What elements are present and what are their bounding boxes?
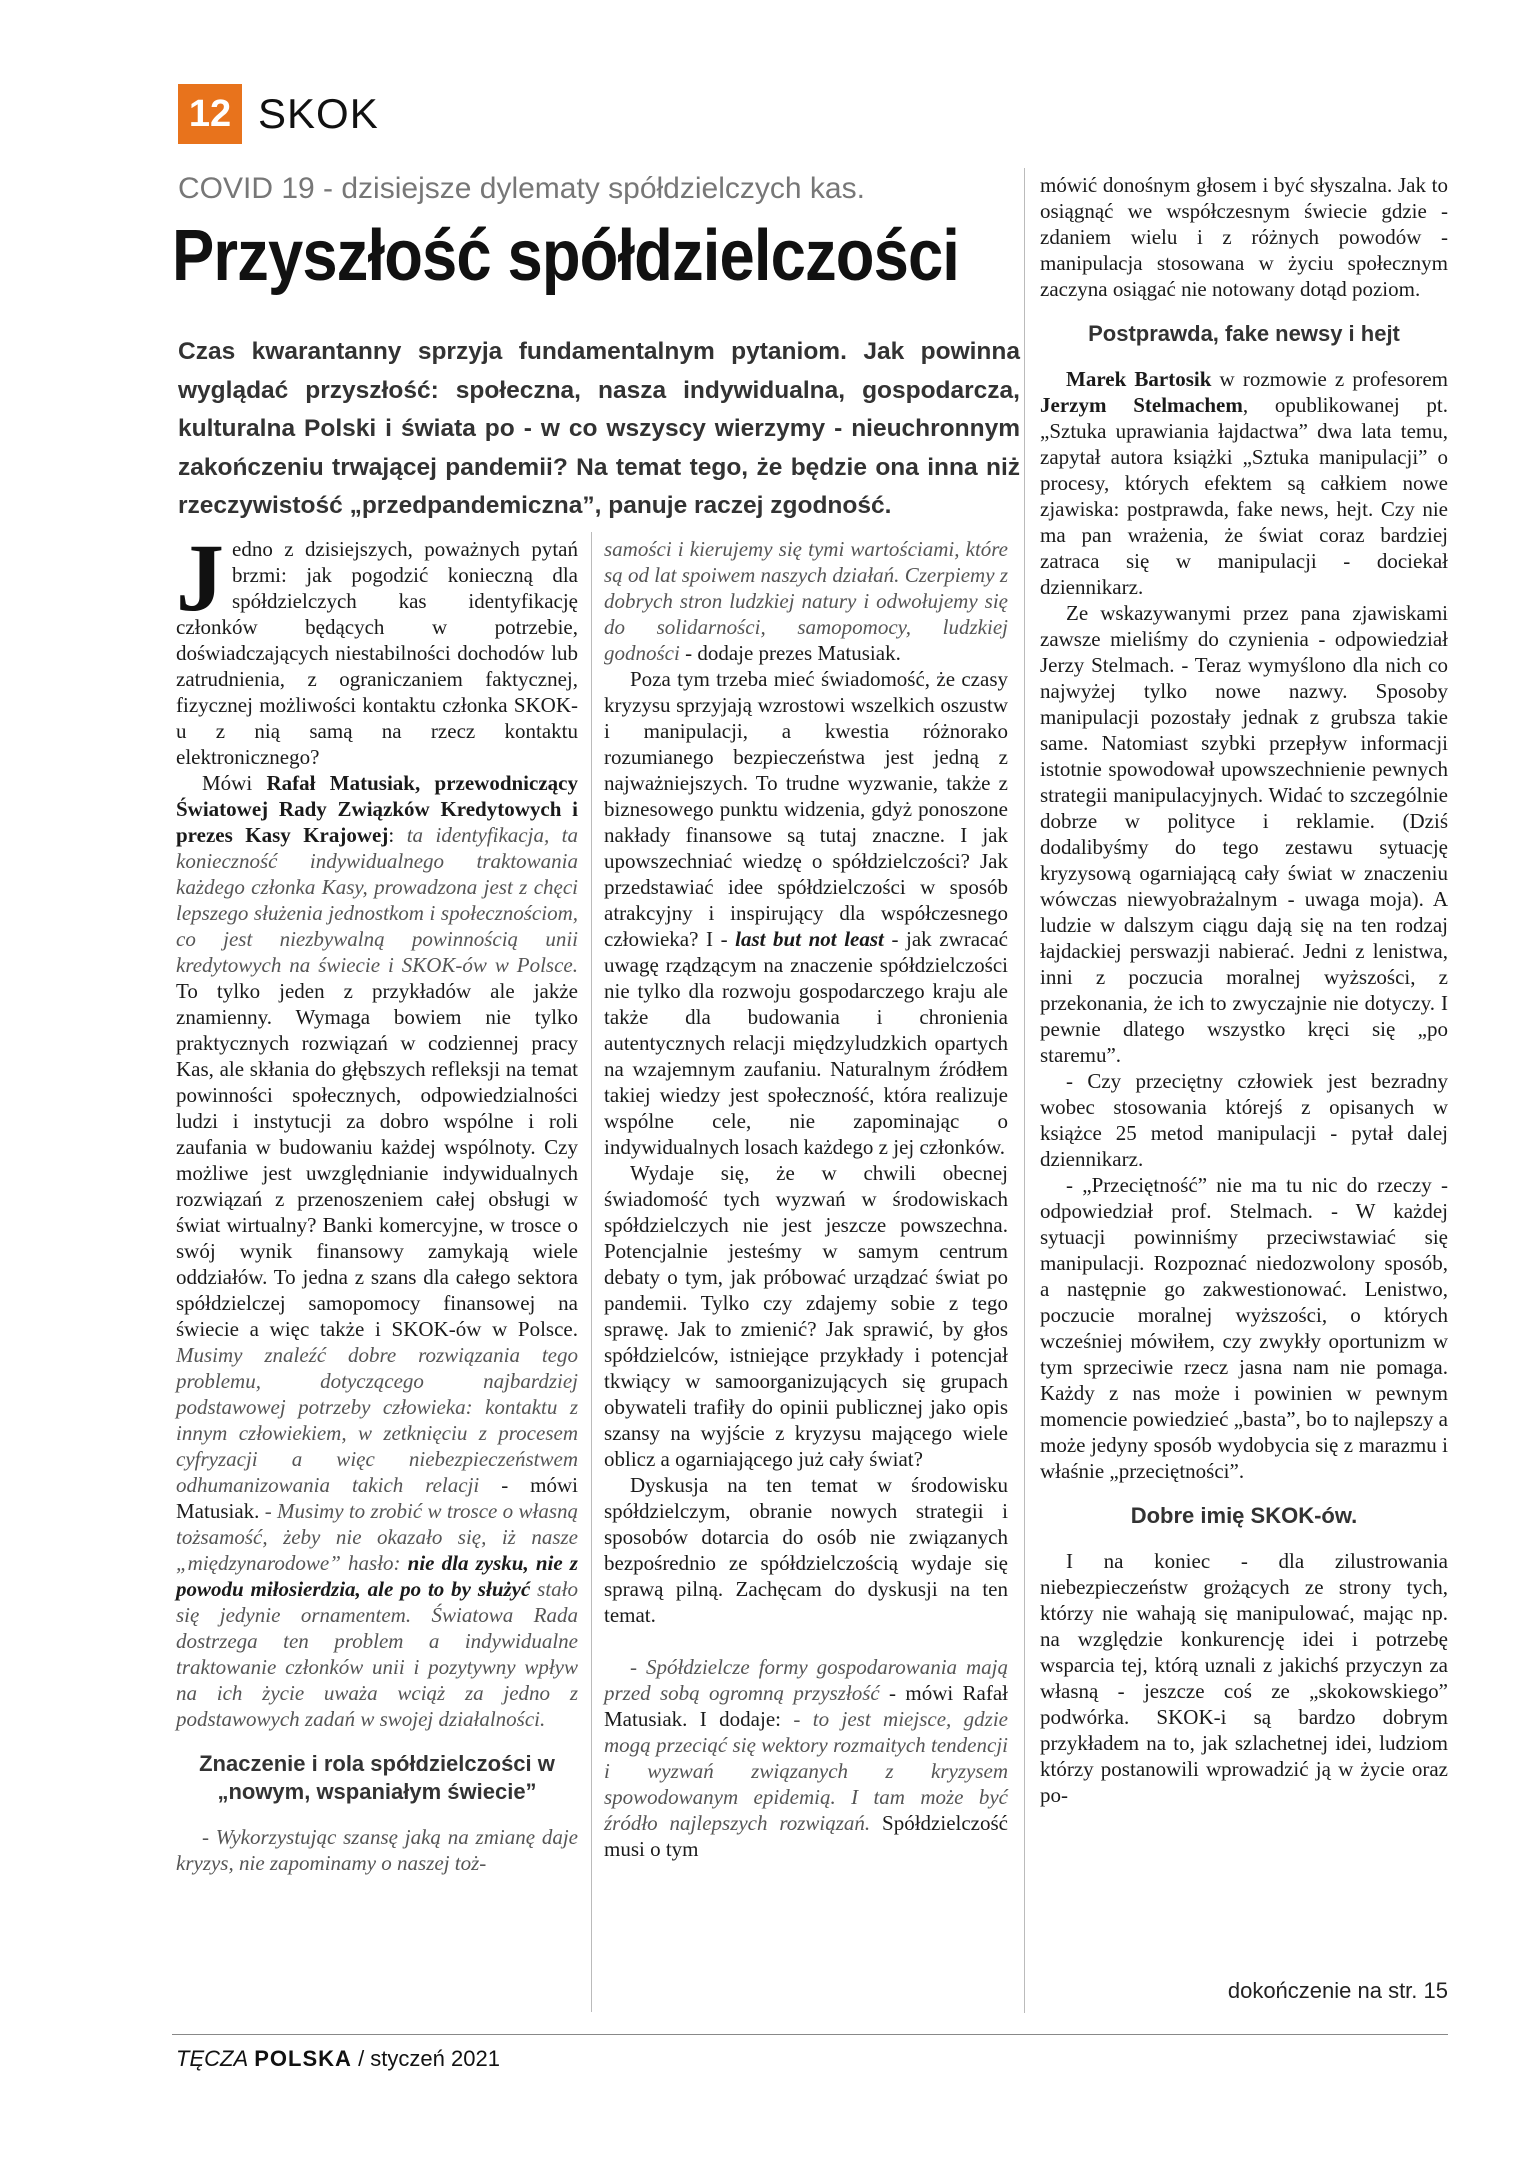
paragraph: Jedno z dzisiejszych, poważnych pytań brzmi: jak pogodzić konieczną dla spółdzielczych kas identyfikację członków będących w potrzebie, doświadczających niestabilności dochodów lub zatrudnienia, z ograniczaniem faktycznej, fizycznej możliwości kontaktu członka SKOK-u z nią samą na rzecz kontaktu elektronicznego?	[176, 524, 578, 769]
paragraph: Wydaje się, że w chwili obecnej świadomość tych wyzwań w środowiskach spółdzielczych nie jest jeszcze powszechna. Potencjalnie jesteśmy w samym centrum debaty o tym, jak próbować urządzać świat po pandemii. Tylko czy zdajemy sobie z tego sprawę. Jak to zmienić? Jak sprawić, by głos spółdzielców, istniejące przykłady i potencjał tkwiący w samoorganizujących się grupach obywateli trafiły do opinii publicznej jako opis szansy na wyjście z kryzysu mającego wiele oblicz a ogarniającego już cały świat?	[604, 1161, 1008, 1471]
article-lead: Czas kwarantanny sprzyja fundamentalnym pytaniom. Jak powinna wyglądać przyszłość: społeczna, nasza indywidualna, gospodarcza, kulturalna Polski i świata po - w co wszyscy wierzymy - nieuchronnym zakończeniu trwającej pandemii? Na temat tego, że będzie ona inna niż rzeczywistość „przedpandemiczna”, panuje raczej zgodność.	[178, 338, 1020, 519]
article-column-3	[1040, 172, 1448, 1808]
magazine-name: POLSKA	[254, 2046, 352, 2071]
section-name: SKOK	[258, 90, 379, 137]
paragraph: Poza tym trzeba mieć świadomość, że czasy kryzysu sprzyjają wzrostowi wszelkich oszustw i manipulacji, a kwestia różnorako rozumianego bezpieczeństwa jest jedną z najważniejszych. To trudne wyzwanie, także z biznesowego punktu widzenia, gdyż ponoszone nakłady finansowe są tutaj znaczne. I jak upowszechniać wiedzę o spółdzielczości? Jak przedstawiać idee spółdzielczości w sposób atrakcyjny i inspirujący dla współczesnego człowieka? I - last but not least - jak zwracać uwagę rządzącym na znaczenie spółdzielczości nie tylko dla rozwoju gospodarczego kraju ale także dla budowania i chronienia autentycznych relacji międzyludzkich opartych na wzajemnym zaufaniu. Naturalnym źródłem takiej wiedzy jest społeczność, która realizuje wspólne cele, nie zapominając o indywidualnych losach każdego z jej członków.	[604, 667, 1008, 1159]
paragraph: - „Przeciętność” nie ma tu nic do rzeczy - odpowiedział prof. Stelmach. - W każdej sytuacji powinniśmy przeciwstawiać się manipulacji. Rozpoznać niedozwolony sposób, a następnie go zakwestionować. Lenistwo, poczucie moralnej wyższości, o których wcześniej mówiłem, czy zwykły oportunizm w tym sprzeciwie rzecz jasna nam nie pomaga. Każdy z nas może i powinien w pewnym momencie powiedzieć „basta”, bo to najlepszy a może jedyny sposób wydobycia się z marazmu i właśnie „przeciętności”.	[1040, 1173, 1448, 1483]
issue-date: / styczeń 2021	[358, 2046, 500, 2071]
section-subhead: Znaczenie i rola spółdzielczości w „nowym, wspaniałym świecie”	[199, 1751, 555, 1804]
page-header	[178, 84, 379, 144]
paragraph: mówić donośnym głosem i być słyszalna. Jak to osiągnąć we współczesnym świecie gdzie - zdaniem wielu i z różnych powodów - manipulacja stosowana w życiu społecznym zaczyna osiągać nie notowany dotąd poziom.	[1040, 173, 1448, 301]
page-number: 12	[178, 84, 242, 144]
column-divider	[1024, 168, 1025, 2013]
page-footer	[176, 2046, 500, 2072]
paragraph: Dyskusja na ten temat w środowisku spółdzielczym, obranie nowych strategii i sposobów dotarcia do osób nie związanych bezpośrednio ze spółdzielczością wydaje się sprawą pilną. Zachęcam do dyskusji na ten temat.	[604, 1473, 1008, 1627]
section-subhead: Dobre imię SKOK-ów.	[1130, 1503, 1358, 1528]
article-headline: Przyszłość spółdzielczości	[172, 216, 960, 296]
paragraph: - Spółdzielcze formy gospodarowania mają przed sobą ogromną przyszłość - mówi Rafał Matusiak. I dodaje: - to jest miejsce, gdzie mogą przeciąć się wektory rozmaitych tendencji i wyzwań związanych z kryzysem spowodowanym epidemią. I tam może być źródło najlepszych rozwiązań. Spółdzielczość musi o tym	[604, 1655, 1008, 1861]
paragraph: samości i kierujemy się tymi wartościami, które są od lat spoiwem naszych działań. Czerpiemy z dobrych stron ludzkiej natury i odwołujemy się do solidarności, samopomocy, ludzkiej godności - dodaje prezes Matusiak.	[604, 537, 1008, 665]
article-column-2	[604, 536, 1008, 1862]
paragraph: I na koniec - dla zilustrowania niebezpieczeństw grożących ze strony tych, którzy nie wahają się manipulować, mając np. na względzie konkurencję idei i potrzebę wsparcia tej, którą uznali z jakichś przyczyn za własną - jeszcze coś ze „skokowskiego” podwórka. SKOK-i są bardzo dobrym przykładem na to, jak szlachetnej idei, ludziom którzy postanowili wprowadzić ją w życie oraz po-	[1040, 1549, 1448, 1807]
paragraph: Ze wskazywanymi przez pana zjawiskami zawsze mieliśmy do czynienia - odpowiedział Jerzy Stelmach. - Teraz wymyślono dla nich co najwyżej tylko nowe nazwy. Sposoby manipulacji pozostały jednak z grubsza takie same. Natomiast szybki przepływ informacji istotnie spowodował upowszechnienie pewnych strategii manipulacyjnych. Widać to szczególnie dobrze w polityce i reklamie. (Dziś dodalibyśmy do tego zestawu sytuację kryzysową ogarniającą cały świat w znaczeniu wówczas niewyobrażalnym - uwaga moja). A ludzie w dalszym ciągu dają się na ten rodzaj łajdackiej perswazji nabierać. Jedni z lenistwa, inni z poczucia moralnej wyższości, z przekonania, że ich to zwyczajnie nie dotyczy. I pewnie dlatego wszystko kręci się „po staremu”.	[1040, 601, 1448, 1067]
section-subhead: Postprawda, fake newsy i hejt	[1088, 321, 1400, 346]
paragraph: - Wykorzystując szansę jaką na zmianę daje kryzys, nie zapominamy o naszej toż-	[176, 1825, 578, 1875]
paragraph: Marek Bartosik w rozmowie z profesorem Jerzym Stelmachem, opublikowanej pt. „Sztuka uprawiania łajdactwa” dwa lata temu, zapytał autora książki „Sztuka manipulacji” o procesy, których efektem są całkiem nowe zjawiska: postprawda, fake news, hejt. Czy nie ma pan wrażenia, że świat coraz bardziej zatraca się w manipulacji - dociekał dziennikarz.	[1040, 367, 1448, 599]
article-column-1	[176, 524, 579, 1876]
paragraph: - Czy przeciętny człowiek jest bezradny wobec stosowania którejś z opisanych w książce 25 metod manipulacji - pytał dalej dziennikarz.	[1040, 1069, 1448, 1171]
footer-divider	[172, 2034, 1448, 2035]
paragraph: Mówi Rafał Matusiak, przewodniczący Światowej Rady Związków Kredytowych i prezes Kasy Krajowej: ta identyfikacja, ta konieczność indywidualnego traktowania każdego członka Kasy, prowadzona jest z chęci lepszego służenia jednostkom i społecznościom, co jest niezbywalną powinnością unii kredytowych na świecie i SKOK-ów w Polsce. To tylko jeden z przykładów ale jakże znamienny. Wymaga bowiem nie tylko praktycznych rozwiązań w codziennej pracy Kas, ale skłania do głębszych refleksji na temat powinności społecznych, odpowiedzialności ludzi i instytucji za dobro wspólne i roli zaufania w budowaniu każdej wspólnoty. Czy możliwe jest uwzględnianie indywidualnych rozwiązań z przenoszeniem całej obsługi w świat wirtualny? Banki komercyjne, w trosce o swój wynik finansowy zamykają wiele oddziałów. To jedna z szans dla całego sektora spółdzielczej samopomocy finansowej na świecie a więc także i SKOK-ów w Polsce. Musimy znaleźć dobre rozwiązania tego problemu, dotyczącego najbardziej podstawowej potrzeby człowieka: kontaktu z innym człowiekiem, w zetknięciu z procesem cyfryzacji a więc niebezpieczeństwem odhumanizowania takich relacji - mówi Matusiak. - Musimy to zrobić w trosce o własną tożsamość, żeby nie okazało się, iż nasze „międzynarodowe” hasło: nie dla zysku, nie z powodu miłosierdzia, ale po to by służyć stało się jedynie ornamentem. Światowa Rada dostrzega ten problem a indywidualne traktowanie członków unii i pozytywny wpływ na ich życie uważa wciąż za jedno z podstawowych zadań w swojej działalności.	[176, 771, 579, 1731]
article-kicker: COVID 19 - dzisiejsze dylematy spółdzielczych kas.	[178, 172, 865, 205]
column-divider	[591, 532, 592, 2012]
continued-note: dokończenie na str. 15	[1227, 1978, 1448, 2003]
magazine-name: TĘCZA	[176, 2046, 249, 2071]
drop-cap: J	[176, 524, 224, 631]
